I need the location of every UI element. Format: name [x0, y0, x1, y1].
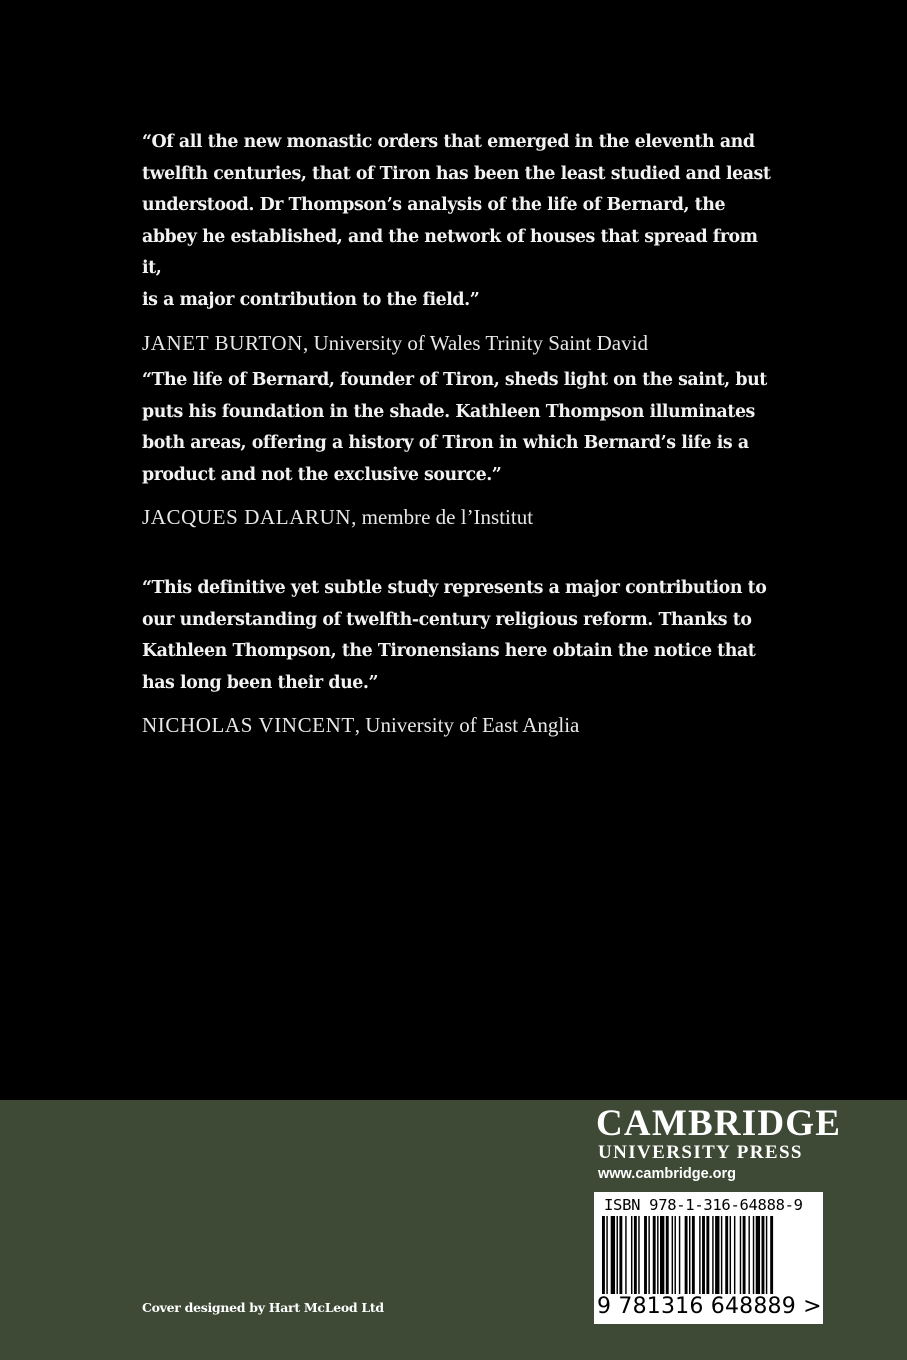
barcode-bar [611, 1216, 615, 1294]
reviewer-name: JANET BURTON [142, 330, 303, 355]
barcode-bar [725, 1216, 728, 1294]
review-vincent [142, 573, 782, 738]
barcode-bar [625, 1216, 626, 1294]
barcode-bar [619, 1216, 622, 1294]
barcode-bar [617, 1216, 618, 1294]
publisher-logo-subtitle: UNIVERSITY PRESS [598, 1142, 803, 1163]
barcode-bar [689, 1216, 690, 1294]
barcode-bar [762, 1216, 765, 1294]
barcode-bar [712, 1216, 713, 1294]
barcode-bar [672, 1216, 673, 1294]
barcode-bar [740, 1216, 741, 1294]
reviewer-name: JACQUES DALARUN [142, 505, 352, 530]
barcode-bar [743, 1216, 746, 1294]
barcode-bar [756, 1216, 760, 1294]
reviewer-affiliation: , University of Wales Trinity Saint David [302, 330, 648, 355]
barcode-bar [730, 1216, 731, 1294]
publisher-url: www.cambridge.org [598, 1166, 737, 1182]
review-attribution [142, 713, 782, 738]
reviewer-affiliation: , University of East Anglia [354, 713, 580, 738]
barcode-bar [638, 1216, 639, 1294]
barcode-bar [631, 1216, 632, 1294]
barcode-bar [702, 1216, 705, 1294]
barcode-bar [753, 1216, 754, 1294]
barcode-bar [653, 1216, 656, 1294]
barcode-bar [721, 1216, 722, 1294]
reviewer-name: NICHOLAS VINCENT [142, 713, 355, 738]
cover-credit: Cover designed by Hart McLeod Ltd [142, 1300, 384, 1315]
barcode-bar [666, 1216, 669, 1294]
barcode-bar [675, 1216, 676, 1294]
barcode-bar [606, 1216, 607, 1294]
barcode-box [594, 1192, 823, 1324]
review-attribution [142, 331, 782, 356]
barcode-digits: 9 781316 648889 > [597, 1294, 822, 1319]
barcode-bar [692, 1216, 695, 1294]
barcode-bar [685, 1216, 688, 1294]
barcode-bar [699, 1216, 700, 1294]
review-burton [142, 127, 782, 356]
barcode-bar [715, 1216, 719, 1294]
isbn-label: ISBN 978-1-316-64888-9 [604, 1196, 803, 1214]
review-quote: “This definitive yet subtle study represents a major contribution to our understanding of twelfth-century religious reform. Thanks to Kathleen Thompson, the Tironensians here obtain the notice that has long been their due.” [142, 578, 767, 693]
barcode-bar [706, 1216, 709, 1294]
barcode-bar [657, 1216, 658, 1294]
review-quote: “The life of Bernard, founder of Tiron, sheds light on the saint, but puts his foundation in the shade. Kathleen Thompson illuminates both areas, offering a history of Tiron in which Bernard’s life is a product and not the exclusive source.” [142, 370, 767, 485]
barcode-bar [660, 1216, 664, 1294]
barcode-icon [602, 1216, 815, 1294]
barcode-bar [679, 1216, 680, 1294]
publisher-logo-name: CAMBRIDGE [596, 1103, 842, 1144]
barcode-bar [734, 1216, 735, 1294]
review-dalarun [142, 365, 782, 530]
barcode-bar [748, 1216, 749, 1294]
barcode-bar [770, 1216, 773, 1294]
barcode-bar [766, 1216, 767, 1294]
barcode-bar [602, 1216, 605, 1294]
barcode-bar [644, 1216, 647, 1294]
review-quote: “Of all the new monastic orders that emerged in the eleventh and twelfth centuries, that of Tiron has been the least studied and least understood. Dr Thompson’s analysis of the life of Bernard, the abbey he established, and the network of houses that spread from it, is a major contribution to the field.” [142, 132, 771, 310]
barcode-bar [648, 1216, 649, 1294]
reviewer-affiliation: , membre de l’Institut [351, 505, 534, 530]
review-attribution [142, 505, 782, 530]
barcode-bar [634, 1216, 637, 1294]
